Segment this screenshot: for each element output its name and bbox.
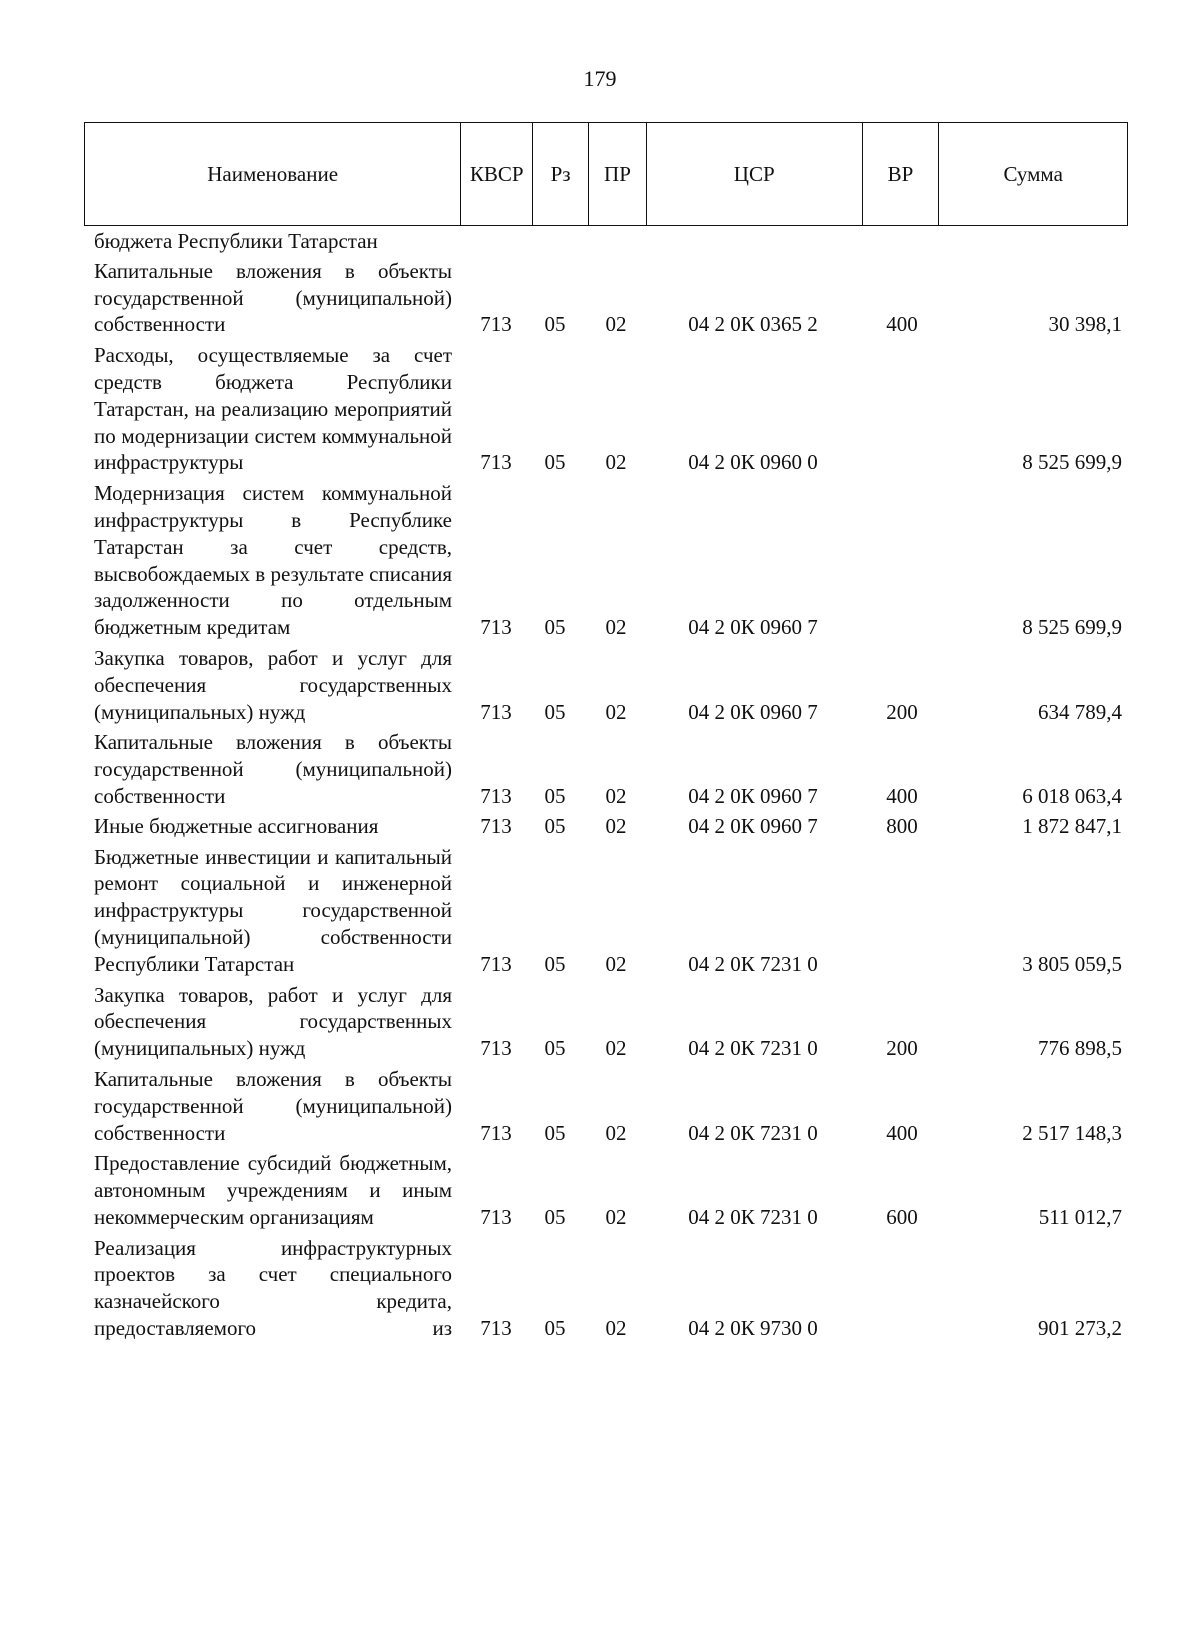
row-rz: 05 — [544, 951, 566, 976]
row-sum: 901 273,2 — [1038, 1316, 1122, 1341]
page-number: 179 — [583, 66, 617, 91]
row-sum: 634 789,4 — [1038, 699, 1122, 724]
row-vr: 200 — [886, 1036, 918, 1061]
header-pr: ПР — [589, 123, 647, 225]
row-vr: 200 — [886, 699, 918, 724]
row-kvsr: 713 — [480, 1316, 512, 1341]
header-csr: ЦСР — [647, 123, 863, 225]
row-name: Капитальные вложения в объекты государственной (муниципальной) собственности — [94, 730, 452, 808]
table-body — [0, 228, 1200, 1342]
table-row — [0, 342, 1200, 476]
row-rz: 05 — [544, 450, 566, 475]
row-vr: 400 — [886, 312, 918, 337]
row-rz: 05 — [544, 1204, 566, 1229]
row-pr: 02 — [605, 1204, 627, 1229]
row-name: Бюджетные инвестиции и капитальный ремонт социальной и инженерной инфраструктуры государственной (муниципальной) собственности Республики Татарстан — [94, 844, 452, 976]
row-rz: 05 — [544, 1316, 566, 1341]
row-vr: 600 — [886, 1204, 918, 1229]
row-kvsr: 713 — [480, 1120, 512, 1145]
row-pr: 02 — [605, 813, 627, 838]
row-name: Модернизация систем коммунальной инфраструктуры в Республике Татарстан за счет средств, высвобождаемых в результате списания задолженности по отдельным бюджетным кредитам — [94, 481, 452, 640]
row-pr: 02 — [605, 699, 627, 724]
row-pr: 02 — [605, 1036, 627, 1061]
row-sum: 1 872 847,1 — [1022, 813, 1122, 838]
table-row — [0, 844, 1200, 978]
row-name: Иные бюджетные ассигнования — [94, 813, 379, 838]
row-rz: 05 — [544, 783, 566, 808]
row-pr: 02 — [605, 951, 627, 976]
header-rz: Рз — [533, 123, 589, 225]
header-name: Наименование — [85, 123, 461, 225]
table-row — [0, 1066, 1200, 1146]
table-row — [0, 258, 1200, 338]
row-csr: 04 2 0К 0960 7 — [688, 813, 818, 838]
row-sum: 776 898,5 — [1038, 1036, 1122, 1061]
row-vr: 800 — [886, 813, 918, 838]
row-pr: 02 — [605, 615, 627, 640]
row-name: Капитальные вложения в объекты государственной (муниципальной) собственности — [94, 258, 452, 337]
row-rz: 05 — [544, 1036, 566, 1061]
row-name: Закупка товаров, работ и услуг для обеспечения государственных (муниципальных) нужд — [94, 645, 452, 724]
row-csr: 04 2 0К 7231 0 — [688, 1204, 818, 1229]
row-pr: 02 — [605, 1316, 627, 1341]
row-name: бюджета Республики Татарстан — [94, 229, 378, 253]
row-name: Закупка товаров, работ и услуг для обеспечения государственных (муниципальных) нужд — [94, 982, 452, 1061]
row-rz: 05 — [544, 699, 566, 724]
table-row — [0, 982, 1200, 1062]
table-row — [0, 645, 1200, 725]
row-csr: 04 2 0К 7231 0 — [688, 1120, 818, 1145]
row-pr: 02 — [605, 312, 627, 337]
row-sum: 6 018 063,4 — [1022, 783, 1122, 808]
header-kvsr: КВСР — [461, 123, 533, 225]
row-kvsr: 713 — [480, 951, 512, 976]
row-vr: 400 — [886, 1120, 918, 1145]
table-row — [0, 228, 1200, 255]
header-sum: Сумма — [1003, 161, 1063, 186]
row-pr: 02 — [605, 1120, 627, 1145]
row-csr: 04 2 0К 0365 2 — [688, 312, 818, 337]
row-csr: 04 2 0К 0960 7 — [688, 615, 818, 640]
table-header — [84, 122, 1128, 226]
row-pr: 02 — [605, 783, 627, 808]
row-name: Капитальные вложения в объекты государственной (муниципальной) собственности — [94, 1066, 452, 1145]
row-rz: 05 — [544, 615, 566, 640]
row-csr: 04 2 0К 9730 0 — [688, 1316, 818, 1341]
row-sum: 8 525 699,9 — [1022, 615, 1122, 640]
table-row — [0, 813, 1200, 840]
row-rz: 05 — [544, 312, 566, 337]
table-row — [0, 1235, 1200, 1342]
row-kvsr: 713 — [480, 1204, 512, 1229]
row-csr: 04 2 0К 0960 7 — [688, 699, 818, 724]
header-vr: ВР — [863, 123, 940, 225]
row-sum: 2 517 148,3 — [1022, 1120, 1122, 1145]
table-row — [0, 480, 1200, 641]
row-sum: 30 398,1 — [1048, 312, 1122, 337]
row-name: Предоставление субсидий бюджетным, автономным учреждениям и иным некоммерческим организациям — [94, 1151, 452, 1229]
row-kvsr: 713 — [480, 615, 512, 640]
row-name: Расходы, осуществляемые за счет средств бюджета Республики Татарстан, на реализацию мероприятий по модернизации систем коммунальной инфраструктуры — [94, 343, 452, 475]
row-kvsr: 713 — [480, 312, 512, 337]
row-pr: 02 — [605, 450, 627, 475]
row-csr: 04 2 0К 7231 0 — [688, 1036, 818, 1061]
table-row — [0, 1150, 1200, 1230]
row-csr: 04 2 0К 0960 0 — [688, 450, 818, 475]
row-csr: 04 2 0К 7231 0 — [688, 951, 818, 976]
row-vr: 400 — [886, 783, 918, 808]
row-kvsr: 713 — [480, 1036, 512, 1061]
row-sum: 8 525 699,9 — [1022, 450, 1122, 475]
row-kvsr: 713 — [480, 450, 512, 475]
row-kvsr: 713 — [480, 699, 512, 724]
row-rz: 05 — [544, 1120, 566, 1145]
row-kvsr: 713 — [480, 813, 512, 838]
row-sum: 511 012,7 — [1038, 1204, 1122, 1229]
row-sum: 3 805 059,5 — [1022, 951, 1122, 976]
row-rz: 05 — [544, 813, 566, 838]
row-kvsr: 713 — [480, 783, 512, 808]
row-csr: 04 2 0К 0960 7 — [688, 783, 818, 808]
row-name: Реализация инфраструктурных проектов за счет специального казначейского кредита, предоставляемого из — [94, 1235, 452, 1341]
table-row — [0, 729, 1200, 809]
